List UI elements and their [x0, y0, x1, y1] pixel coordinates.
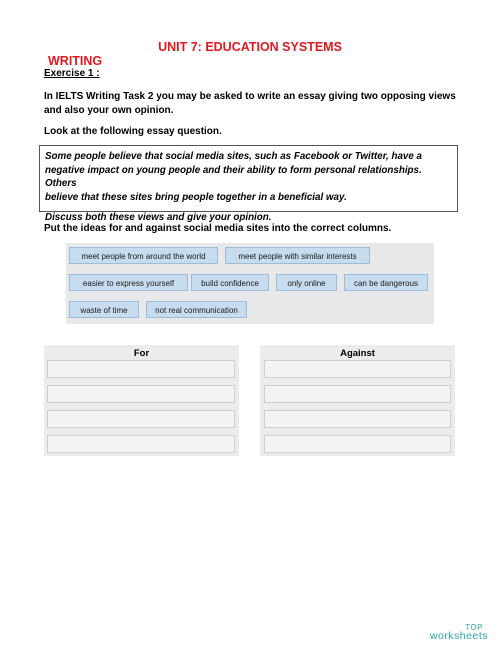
essay-line-1: Some people believe that social media sites, such as Facebook or Twitter, have a: [45, 151, 422, 162]
for-drop-slot[interactable]: [47, 410, 235, 428]
logo-top-text: TOP: [465, 623, 483, 632]
for-drop-slot[interactable]: [47, 435, 235, 453]
intro-line-1: In IELTS Writing Task 2 you may be asked to write an essay giving two opposing views: [44, 91, 456, 102]
intro-paragraph: [44, 90, 469, 117]
intro-line-2: and also your own opinion.: [44, 104, 174, 116]
word-chip[interactable]: can be dangerous: [344, 274, 428, 291]
exercise-label: Exercise 1 :: [44, 68, 100, 79]
essay-line-3: believe that these sites bring people together in a beneficial way.: [45, 191, 347, 203]
word-chip[interactable]: not real communication: [146, 301, 247, 318]
against-drop-slot[interactable]: [264, 360, 451, 378]
against-drop-slot[interactable]: [264, 435, 451, 453]
columns-instruction: Put the ideas for and against social media sites into the correct columns.: [44, 223, 392, 234]
word-chip[interactable]: meet people with similar interests: [225, 247, 370, 264]
look-instruction: Look at the following essay question.: [44, 126, 222, 137]
against-drop-slot[interactable]: [264, 410, 451, 428]
for-drop-slot[interactable]: [47, 385, 235, 403]
word-bank: [66, 243, 434, 324]
word-chip[interactable]: meet people from around the world: [69, 247, 218, 264]
word-chip[interactable]: build confidence: [191, 274, 269, 291]
word-chip[interactable]: waste of time: [69, 301, 139, 318]
for-column: [44, 345, 239, 456]
logo-wordmark: worksheets: [429, 630, 488, 642]
page-title: UNIT 7: EDUCATION SYSTEMS: [158, 40, 342, 54]
against-column: [260, 345, 455, 456]
against-column-heading: Against: [340, 348, 375, 359]
section-heading: WRITING: [48, 54, 103, 68]
word-chip[interactable]: only online: [276, 274, 337, 291]
word-chip[interactable]: easier to express yourself: [69, 274, 188, 291]
for-column-heading: For: [133, 348, 150, 359]
essay-statement: [45, 150, 452, 204]
essay-task: Discuss both these views and give your opinion.: [45, 212, 272, 223]
for-drop-slot[interactable]: [47, 360, 235, 378]
essay-line-2: negative impact on young people and their ability to form personal relationships. Others: [45, 164, 422, 189]
essay-question-box: [39, 145, 458, 223]
against-drop-slot[interactable]: [264, 385, 451, 403]
